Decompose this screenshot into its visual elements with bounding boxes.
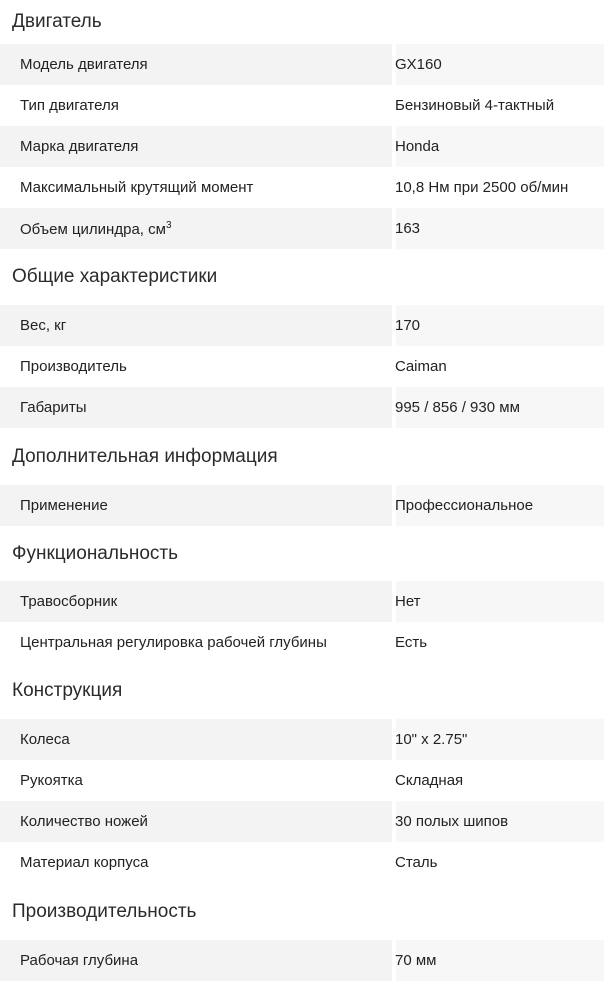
spec-label: Модель двигателя bbox=[20, 56, 148, 73]
spec-value: Бензиновый 4-тактный bbox=[395, 97, 555, 114]
spec-row bbox=[0, 85, 604, 126]
spec-label: Производитель bbox=[20, 358, 127, 375]
spec-label-superscript: 3 bbox=[165, 219, 172, 231]
spec-row bbox=[0, 842, 604, 883]
spec-label: Колеса bbox=[20, 731, 70, 748]
spec-row bbox=[0, 387, 604, 428]
spec-label: Объем цилиндра, см bbox=[20, 220, 166, 238]
spec-row bbox=[0, 167, 604, 208]
spec-value: 170 bbox=[395, 317, 421, 334]
spec-value: Сталь bbox=[395, 854, 438, 871]
spec-value: Складная bbox=[395, 772, 464, 789]
section-title-additional: Дополнительная информация bbox=[12, 445, 278, 467]
spec-value: 995 / 856 / 930 мм bbox=[395, 399, 520, 416]
section-title-performance: Производительность bbox=[12, 900, 197, 922]
section-title-engine: Двигатель bbox=[12, 11, 102, 32]
spec-label: Травосборник bbox=[20, 593, 118, 610]
spec-row bbox=[0, 485, 604, 526]
section-title-functionality: Функциональность bbox=[12, 542, 179, 564]
spec-value: Есть bbox=[395, 634, 428, 651]
section-title-general: Общие характеристики bbox=[12, 266, 218, 287]
spec-row bbox=[0, 346, 604, 387]
spec-value: Профессиональное bbox=[395, 497, 534, 514]
spec-label: Материал корпуса bbox=[20, 854, 149, 871]
spec-label: Габариты bbox=[20, 399, 87, 416]
spec-row bbox=[0, 126, 604, 167]
spec-value: 70 мм bbox=[395, 952, 437, 969]
spec-row bbox=[0, 801, 604, 842]
spec-row bbox=[0, 581, 604, 622]
spec-row bbox=[0, 940, 604, 981]
spec-label: Центральная регулировка рабочей глубины bbox=[20, 634, 327, 651]
spec-label-wrap bbox=[0, 220, 395, 238]
spec-label: Применение bbox=[20, 497, 108, 514]
spec-row bbox=[0, 622, 604, 663]
spec-label: Максимальный крутящий момент bbox=[20, 179, 254, 196]
spec-label: Марка двигателя bbox=[20, 138, 139, 155]
spec-value: 30 полых шипов bbox=[395, 813, 509, 830]
spec-value: Honda bbox=[395, 138, 440, 155]
spec-row bbox=[0, 719, 604, 760]
spec-value: Caiman bbox=[395, 358, 447, 375]
section-title-construction: Конструкция bbox=[12, 680, 123, 701]
spec-label: Рукоятка bbox=[20, 772, 83, 789]
spec-row bbox=[0, 44, 604, 85]
spec-label: Вес, кг bbox=[20, 317, 67, 334]
spec-row bbox=[0, 760, 604, 801]
spec-value: Нет bbox=[395, 593, 421, 610]
spec-label: Тип двигателя bbox=[20, 97, 119, 114]
spec-row bbox=[0, 208, 604, 249]
spec-label: Количество ножей bbox=[20, 813, 148, 830]
spec-value: 163 bbox=[395, 220, 421, 237]
spec-value: 10" x 2.75" bbox=[395, 731, 468, 748]
spec-label: Рабочая глубина bbox=[20, 952, 139, 969]
spec-value: GX160 bbox=[395, 56, 442, 73]
spec-value: 10,8 Нм при 2500 об/мин bbox=[395, 179, 569, 196]
spec-row bbox=[0, 305, 604, 346]
